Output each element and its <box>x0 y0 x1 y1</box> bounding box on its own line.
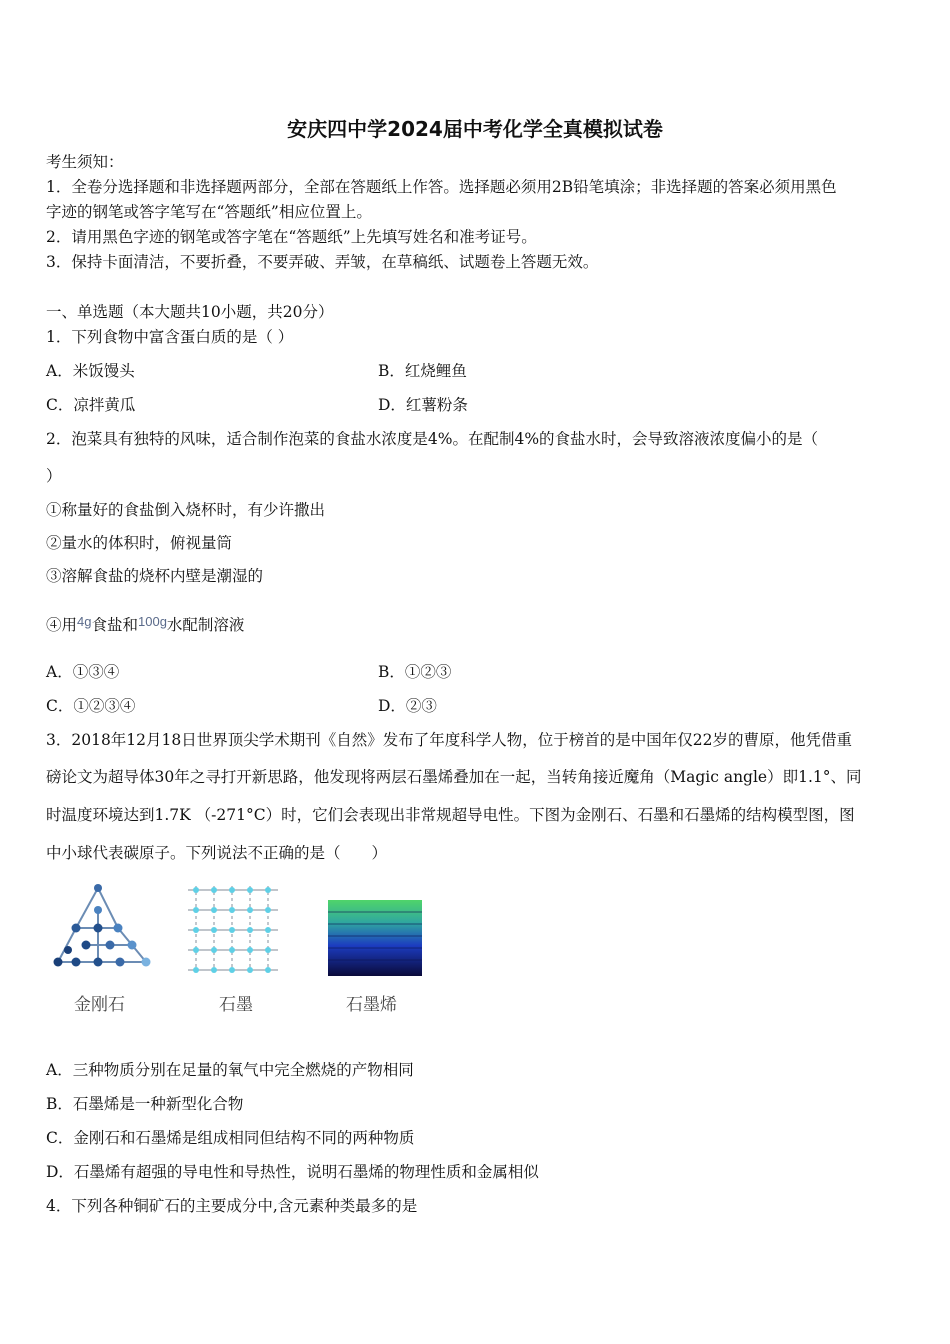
q3-option-a: A．三种物质分别在足量的氧气中完全燃烧的产物相同 <box>46 1061 414 1079</box>
notice-line-2: 字迹的钢笔或答字笔写在“答题纸”相应位置上。 <box>46 203 372 221</box>
graphene-structure <box>328 900 422 976</box>
q2-item-4 <box>46 612 244 635</box>
q3-line-4: 中小球代表碳原子。下列说法不正确的是（ ） <box>46 844 388 862</box>
notice-heading: 考生须知： <box>46 153 124 171</box>
q3-option-b: B．石墨烯是一种新型化合物 <box>46 1095 244 1113</box>
q2-mass-water: 100g <box>138 614 167 629</box>
q2-item-1: ①称量好的食盐倒入烧杯时，有少许撒出 <box>46 501 326 519</box>
q2-item-4-prefix: ④用 <box>46 616 78 634</box>
q3-line-1: 3．2018年12月18日世界顶尖学术期刊《自然》发布了年度科学人物，位于榜首的是中国年仅22岁的曹原，他凭借重 <box>46 731 852 749</box>
caption-diamond: 金刚石 <box>74 995 125 1015</box>
q4-stem: 4．下列各种铜矿石的主要成分中,含元素种类最多的是 <box>46 1197 418 1215</box>
q2-item-4-mid: 食盐和 <box>91 616 138 634</box>
caption-graphite: 石墨 <box>219 995 253 1015</box>
q2-item-4-suffix: 水配制溶液 <box>166 616 245 634</box>
q2-option-d: D．②③ <box>378 697 437 715</box>
graphite-structure <box>188 886 278 973</box>
q2-item-3: ③溶解食盐的烧杯内壁是潮湿的 <box>46 567 264 585</box>
q1-option-a: A．米饭馒头 <box>46 362 135 380</box>
diamond-structure <box>54 884 151 967</box>
q1-option-c: C．凉拌黄瓜 <box>46 396 136 414</box>
q2-option-c: C．①②③④ <box>46 697 136 715</box>
q1-stem: 1．下列食物中富含蛋白质的是（ ） <box>46 328 294 346</box>
q3-option-d: D．石墨烯有超强的导电性和导热性，说明石墨烯的物理性质和金属相似 <box>46 1163 539 1181</box>
q1-option-d: D．红薯粉条 <box>378 396 468 414</box>
q2-option-a: A．①③④ <box>46 663 120 681</box>
q3-option-c: C．金刚石和石墨烯是组成相同但结构不同的两种物质 <box>46 1129 415 1147</box>
section-heading: 一、单选题（本大题共10小题，共20分） <box>46 303 334 321</box>
q2-stem-1: 2．泡菜具有独特的风味，适合制作泡菜的食盐水浓度是4%。在配制4%的食盐水时，会导致溶液浓度偏小的是（ <box>46 430 819 448</box>
q2-option-b: B．①②③ <box>378 663 452 681</box>
q3-line-2: 磅论文为超导体30年之寻打开新思路，他发现将两层石墨烯叠加在一起，当转角接近魔角（Magic angle）即1.1°、同 <box>46 768 862 786</box>
page-title: 安庆四中学2024届中考化学全真模拟试卷 <box>287 117 663 141</box>
q2-stem-2: ） <box>46 467 62 485</box>
notice-line-4: 3．保持卡面清洁，不要折叠，不要弄破、弄皱，在草稿纸、试题卷上答题无效。 <box>46 253 599 271</box>
q2-item-2: ②量水的体积时，俯视量筒 <box>46 534 233 552</box>
caption-graphene: 石墨烯 <box>346 995 397 1015</box>
notice-line-3: 2．请用黑色字迹的钢笔或答字笔在“答题纸”上先填写姓名和准考证号。 <box>46 228 537 246</box>
q2-mass-salt: 4g <box>77 614 92 629</box>
q1-option-b: B．红烧鲤鱼 <box>378 362 467 380</box>
q3-line-3: 时温度环境达到1.7K （-271°C）时，它们会表现出非常规超导电性。下图为金刚石、石墨和石墨烯的结构模型图，图 <box>46 806 855 824</box>
notice-line-1: 1．全卷分选择题和非选择题两部分，全部在答题纸上作答。选择题必须用2B铅笔填涂；非选择题的答案必须用黑色 <box>46 178 837 196</box>
